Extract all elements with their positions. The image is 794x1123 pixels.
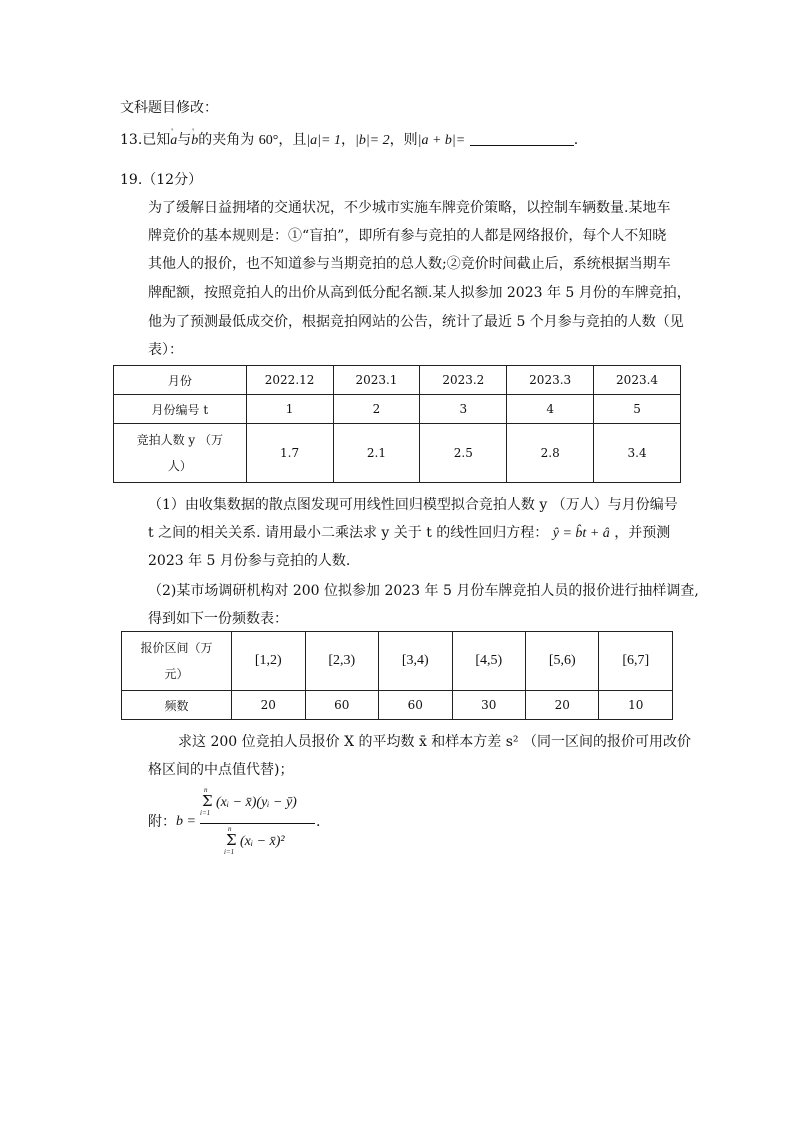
q13-mid2: ， (340, 132, 355, 148)
part2-line-1: （2)某市场调研机构对 200 位拟参加 2023 年 5 月份车牌竞拍人员的报价进行抽样调查, (148, 583, 699, 599)
q13-and: 与 (177, 132, 192, 148)
table-cell: 20 (232, 691, 305, 720)
q13-end: . (573, 132, 579, 148)
q19-title: 19.（12分） (120, 172, 203, 188)
q13-abs-b: |b|= 2 (354, 133, 390, 148)
header-text: 文科题目修改： (120, 100, 218, 116)
table-cell: 60 (379, 691, 452, 720)
table-cell: 3.4 (594, 424, 681, 483)
sigma-icon: Σ (226, 831, 237, 849)
table-row (122, 632, 673, 691)
table-row (114, 424, 681, 483)
q13-angle-text: 的夹角为 (198, 132, 255, 148)
vector-b: ' b (191, 131, 198, 151)
q19-para-line-2: 牌竞价的基本规则是：①“盲拍”，即所有参与竞拍的人都是网络报价，每个人不知晓 (148, 228, 667, 244)
table-cell: 2023.2 (420, 366, 507, 395)
part1-line-2 (148, 523, 670, 544)
part1-line-3: 2023 年 5 月份参与竞拍的人数. (148, 553, 351, 569)
table-row (114, 366, 681, 395)
denominator-expr: (xᵢ − x̄)² (240, 834, 285, 849)
part1-line-2-text: t 之间的相关关系. 请用最小二乘法求 y 关于 t 的线性回归方程： (148, 525, 549, 541)
table-cell: 月份编号 t (114, 395, 247, 424)
table-cell (114, 424, 247, 483)
table-cell (122, 632, 232, 691)
table-cell: [2,3) (305, 632, 378, 691)
table-cell: 1.7 (246, 424, 333, 483)
question-13 (120, 130, 578, 151)
table-cell: 2.5 (420, 424, 507, 483)
y-label-line-2: 人） (167, 459, 192, 473)
table-cell: 2.8 (507, 424, 594, 483)
q19-para-line-5: 他为了预测最低成交价，根据竞拍网站的公告，统计了最近 5 个月参与竞拍的人数（见 (148, 314, 684, 330)
part1-line-2-tail: ，并预测 (614, 525, 671, 541)
table-cell: 2023.4 (594, 366, 681, 395)
vector-a: ' a (170, 131, 177, 151)
table-cell: [5,6) (525, 632, 598, 691)
table-row (122, 691, 673, 720)
ask-line-2: 格区间的中点值代替)； (148, 762, 294, 778)
part1-line-1: （1）由收集数据的散点图发现可用线性回归模型拟合竞拍人数 y （万人）与月份编号 (148, 497, 678, 513)
table-cell: 10 (599, 691, 673, 720)
participants-table (113, 365, 681, 483)
appendix-label: 附： (148, 814, 176, 830)
table-cell: 2 (333, 395, 420, 424)
table-cell: [3,4) (379, 632, 452, 691)
q13-angle: 60° (258, 133, 279, 148)
table-cell: 20 (525, 691, 598, 720)
table-cell: [4,5) (452, 632, 525, 691)
part2-line-2: 得到如下一份频数表： (148, 611, 288, 627)
sigma-bottom: i=1 (224, 848, 235, 856)
table-cell: 2023.1 (333, 366, 420, 395)
table-cell: 60 (305, 691, 378, 720)
table-cell: 2022.12 (246, 366, 333, 395)
q13-mid1: ，且 (278, 132, 307, 148)
q19-para-line-6: 表）： (148, 342, 183, 358)
table-cell: 2023.3 (507, 366, 594, 395)
interval-label-line-1: 报价区间（万 (140, 641, 213, 655)
frequency-table (121, 631, 673, 720)
q13-prefix: 13.已知 (120, 132, 171, 148)
q19-para-line-4: 牌配额，按照竞拍人的出价从高到低分配名额.某人拟参加 2023 年 5 月份的车牌竞拍， (148, 285, 691, 301)
formula-numerator (200, 788, 320, 816)
sigma-top: n (204, 786, 208, 794)
numerator-expr: (xᵢ − x̄)(yᵢ − ȳ) (216, 795, 297, 810)
q19-para-line-1: 为了缓解日益拥堵的交通状况，不少城市实施车牌竞价策略，以控制车辆数量.某地车 (148, 200, 671, 216)
table-cell: 5 (594, 395, 681, 424)
table-row (114, 395, 681, 424)
table-cell: 3 (420, 395, 507, 424)
table-cell: [1,2) (232, 632, 305, 691)
q19-para-line-3: 其他人的报价，也不知道参与当期竞拍的总人数;②竞价时间截止后，系统根据当期车 (148, 256, 671, 272)
sigma-bottom: i=1 (200, 809, 211, 817)
formula-denominator (224, 824, 324, 856)
table-cell: 2.1 (333, 424, 420, 483)
q13-abs-sum: |a + b|= (417, 133, 466, 148)
q13-abs-a: |a|= 1 (306, 133, 341, 148)
interval-label-line-2: 元） (164, 667, 189, 681)
table-cell: 频数 (122, 691, 232, 720)
table-cell: 4 (507, 395, 594, 424)
formula-period: . (316, 814, 321, 830)
table-cell: 1 (246, 395, 333, 424)
sigma-top: n (228, 825, 232, 833)
q13-mid3: ，则 (389, 132, 418, 148)
table-cell: 30 (452, 691, 525, 720)
sigma-icon: Σ (202, 792, 213, 810)
table-cell: 月份 (114, 366, 247, 395)
y-label-line-1: 竞拍人数 y （万 (136, 433, 224, 447)
answer-blank (470, 131, 574, 146)
ask-line-1: 求这 200 位竞拍人员报价 X 的平均数 x̄ 和样本方差 s² （同一区间的报价可用改价 (178, 734, 691, 750)
formula-b-lhs: b = (176, 814, 196, 829)
table-cell: [6,7] (599, 632, 673, 691)
regression-equation: ŷ = b̂t + â (552, 526, 610, 541)
